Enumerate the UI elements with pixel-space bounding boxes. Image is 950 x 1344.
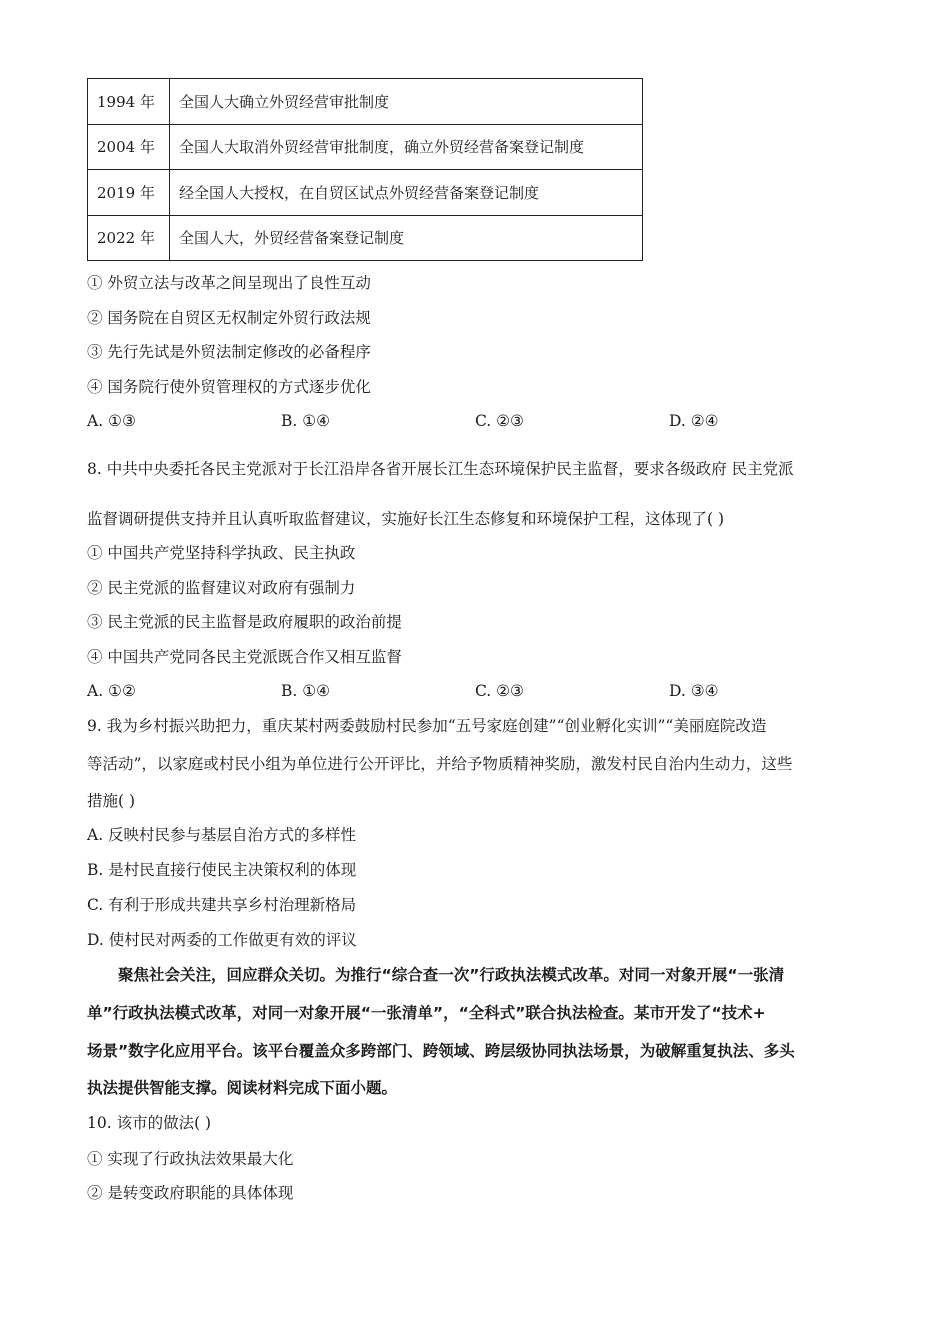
q7-option-a[interactable]: A. ①③ [87,412,136,430]
table-event-cell: 全国人大确立外贸经营审批制度 [170,79,643,125]
table-event-cell: 全国人大取消外贸经营审批制度，确立外贸经营备案登记制度 [170,124,643,170]
q10-statement-2: ② 是转变政府职能的具体体现 [87,1184,294,1202]
table-row [88,79,643,125]
material-line-4: 执法提供智能支撑。阅读材料完成下面小题。 [87,1079,398,1097]
q10-statement-1: ① 实现了行政执法效果最大化 [87,1150,294,1168]
q8-option-d[interactable]: D. ③④ [669,682,719,700]
q7-option-b[interactable]: B. ①④ [281,412,331,430]
q7-statement-4: ④ 国务院行使外贸管理权的方式逐步优化 [87,378,371,396]
table-year-cell: 1994 年 [88,79,170,125]
table-year-cell: 2019 年 [88,170,170,216]
q8-statement-4: ④ 中国共产党同各民主党派既合作又相互监督 [87,648,402,666]
q7-option-d[interactable]: D. ②④ [669,412,719,430]
table-year-cell: 2022 年 [88,215,170,261]
q8-statement-1: ① 中国共产党坚持科学执政、民主执政 [87,544,356,562]
q9-stem-line-1: 9. 我为乡村振兴助把力，重庆某村两委鼓励村民参加“五号家庭创建”“创业孵化实训”“美丽庭院改造 [87,717,767,735]
q9-option-d[interactable]: D. 使村民对两委的工作做更有效的评议 [87,931,357,949]
q9-option-c[interactable]: C. 有利于形成共建共享乡村治理新格局 [87,896,357,914]
q9-option-a[interactable]: A. 反映村民参与基层自治方式的多样性 [87,826,357,844]
material-line-2: 单”行政执法模式改革，对同一对象开展“一张清单”，“全科式”联合执法检查。某市开发了“技术+ [87,1004,766,1022]
q8-statement-3: ③ 民主党派的民主监督是政府履职的政治前提 [87,613,402,631]
q8-option-a[interactable]: A. ①② [87,682,136,700]
q7-statement-2: ② 国务院在自贸区无权制定外贸行政法规 [87,309,371,327]
q9-option-b[interactable]: B. 是村民直接行使民主决策权利的体现 [87,861,357,879]
q10-stem: 10. 该市的做法( ) [87,1114,212,1132]
table-event-cell: 全国人大，外贸经营备案登记制度 [170,215,643,261]
q8-option-c[interactable]: C. ②③ [475,682,524,700]
q8-stem-line-1: 8. 中共中央委托各民主党派对于长江沿岸各省开展长江生态环境保护民主监督，要求各级政府 民主党派 [87,460,794,478]
q9-stem-line-3: 措施( ) [87,792,136,810]
trade-law-timeline-table [87,78,643,261]
q8-option-b[interactable]: B. ①④ [281,682,331,700]
table-row [88,170,643,216]
q8-stem-line-2: 监督调研提供支持并且认真听取监督建议，实施好长江生态修复和环境保护工程，这体现了( ) [87,510,725,528]
table-row [88,215,643,261]
q7-statement-1: ① 外贸立法与改革之间呈现出了良性互动 [87,274,371,292]
table-row [88,124,643,170]
q9-stem-line-2: 等活动”，以家庭或村民小组为单位进行公开评比，并给予物质精神奖励，激发村民自治内生动力，这些 [87,755,793,773]
q8-statement-2: ② 民主党派的监督建议对政府有强制力 [87,579,356,597]
table-year-cell: 2004 年 [88,124,170,170]
material-line-3: 场景”数字化应用平台。该平台覆盖众多跨部门、跨领域、跨层级协同执法场景，为破解重复执法、多头 [87,1042,795,1060]
material-line-1: 聚焦社会关注，回应群众关切。为推行“综合查一次”行政执法模式改革。对同一对象开展“一张清 [118,966,785,984]
table-event-cell: 经全国人大授权，在自贸区试点外贸经营备案登记制度 [170,170,643,216]
q7-option-c[interactable]: C. ②③ [475,412,524,430]
q7-statement-3: ③ 先行先试是外贸法制定修改的必备程序 [87,343,371,361]
